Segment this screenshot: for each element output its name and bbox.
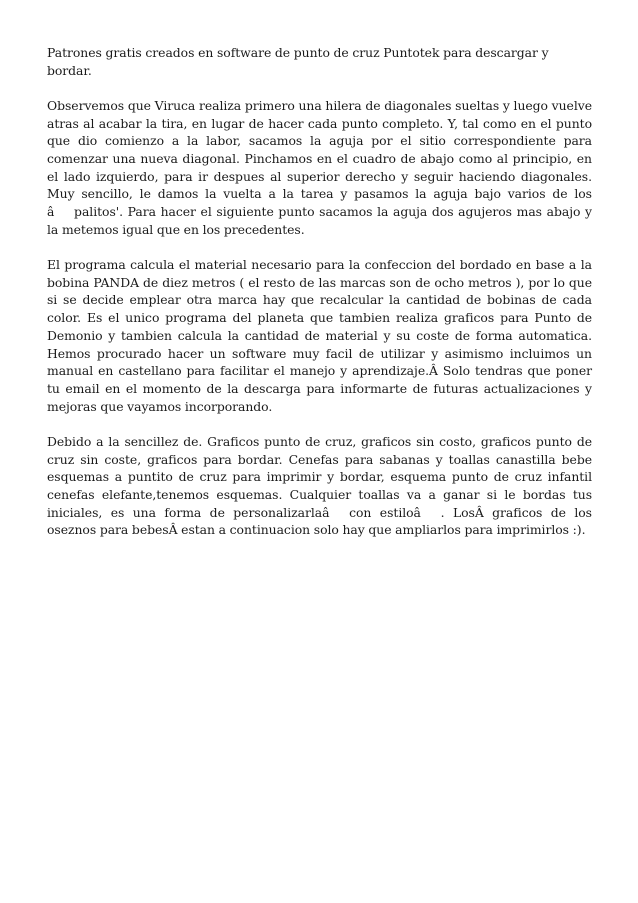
- paragraph-stitch-technique: Observemos que Viruca realiza primero una hilera de diagonales sueltas y luego vuelve atras al acabar la tira, en lugar de hacer cada punto completo. Y, tal como en el punto que dio comienzo a la labor, sacamos la aguja por el sitio correspondiente para comenzar una nueva diagonal. Pinchamos en el cuadro de abajo como al principio, en el lado izquierdo, para ir despues al superior derecho y seguir haciendo diagonales. Muy sencillo, le damos la vuelta a la tarea y pasamos la aguja bajo varios de los âpalitos'. Para hacer el siguiente punto sacamos la aguja dos agujeros mas abajo y la metemos igual que en los precedentes.: [47, 97, 592, 237]
- paragraph-graficos: Debido a la sencillez de. Graficos punto de cruz, graficos sin costo, graficos punto de cruz sin coste, graficos para bordar. Cenefas para sabanas y toallas canastilla bebe esquemas a puntito de cruz para imprimir y bordar, esquema punto de cruz infantil cenefas elefante,tenemos esquemas. Cualquier toallas va a ganar si le bordas tus iniciales, es una forma de personalizarlaâcon estiloâ. LosÂ graficos de los oseznos para bebesÂ estan a continuacion solo hay que ampliarlos para imprimirlos :).: [47, 433, 592, 538]
- paragraph-material-calculation: El programa calcula el material necesario para la confeccion del bordado en base a la bobina PANDA de diez metros ( el resto de las marcas son de ocho metros ), por lo que si se decide emplear otra marca hay que recalcular la cantidad de bobinas de cada color. Es el unico programa del planeta que tambien realiza graficos para Punto de Demonio y tambien calcula la cantidad de material y su coste de forma automatica. Hemos procurado hacer un software muy facil de utilizar y asimismo incluimos un manual en castellano para facilitar el manejo y aprendizaje.Â Solo tendras que poner tu email en el momento de la descarga para informarte de futuras actualizaciones y mejoras que vayamos incorporando.: [47, 257, 592, 414]
- paragraph-intro: Patrones gratis creados en software de punto de cruz Puntotek para descargar y bordar.: [47, 45, 549, 78]
- document-page: [47, 44, 592, 557]
